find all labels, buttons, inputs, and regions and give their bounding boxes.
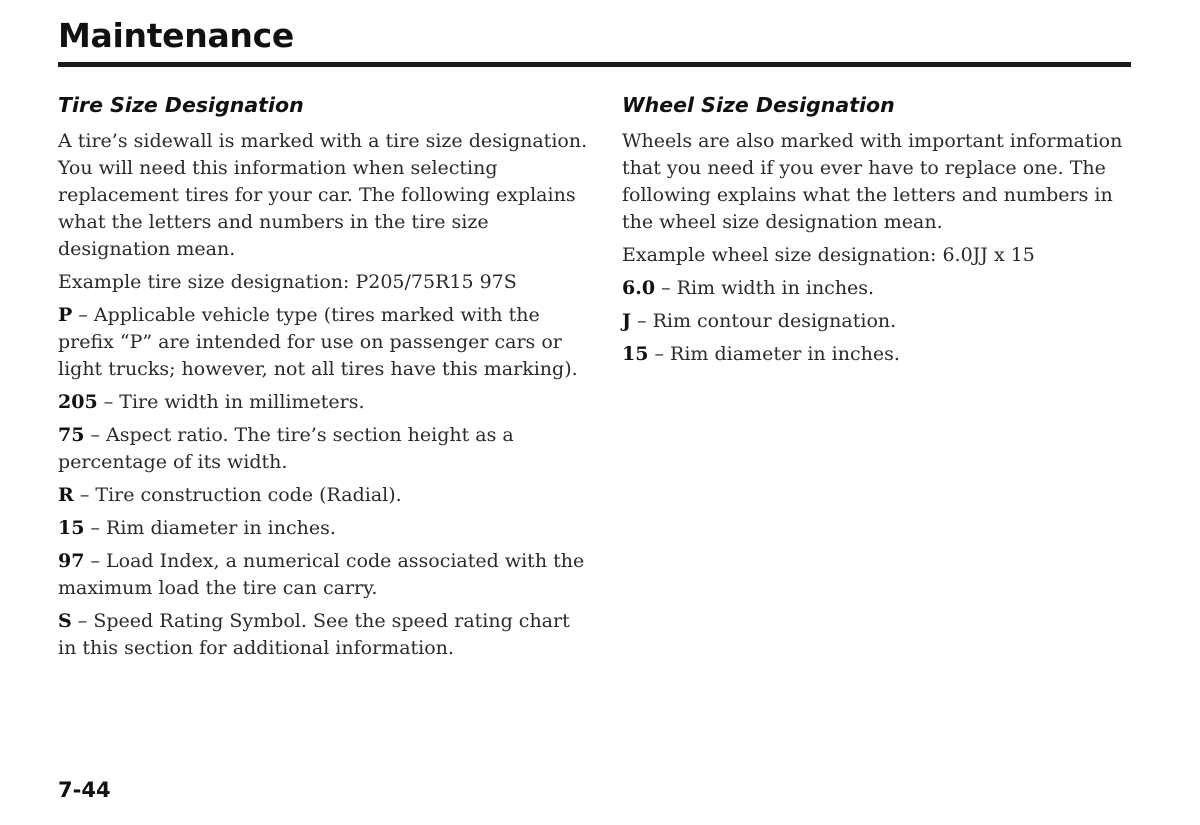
item-term: 75 [58,424,85,446]
item-term: J [622,310,631,332]
item-description: Aspect ratio. The tire’s section height as a percentage of its width. [58,424,514,473]
item-description: Applicable vehicle type (tires marked with the prefix “P” are intended for use on passenger cars or light trucks; however, not all tires have this marking). [58,304,578,380]
item-term: 15 [622,343,649,365]
tire-item-p [58,302,588,383]
item-separator: – [72,304,94,326]
item-term: 15 [58,517,85,539]
wheel-item-6-0 [622,275,1132,302]
wheel-intro-paragraph: Wheels are also marked with important information that you need if you ever have to replace one. The following explains what the letters and numbers in the wheel size designation mean. [622,130,1123,233]
tire-size-section [58,90,588,668]
item-description: Load Index, a numerical code associated with the maximum load the tire can carry. [58,550,585,599]
item-separator: – [73,484,96,506]
tire-item-75 [58,422,588,476]
item-separator: – [655,277,677,299]
item-term: 97 [58,550,85,572]
tire-item-15 [58,515,588,542]
item-description: Tire width in millimeters. [119,391,365,413]
wheel-size-section [622,90,1132,374]
item-description: Rim contour designation. [652,310,897,332]
tire-item-r [58,482,588,509]
wheel-item-15 [622,341,1132,368]
tire-section-heading: Tire Size Designation [58,93,304,117]
item-description: Rim diameter in inches. [670,343,900,365]
item-description: Rim diameter in inches. [106,517,336,539]
item-description: Tire construction code (Radial). [95,484,402,506]
item-term: 6.0 [622,277,656,299]
tire-item-205 [58,389,588,416]
page-number: 7-44 [58,778,111,802]
wheel-item-j [622,308,1132,335]
item-separator: – [648,343,671,365]
tire-example-paragraph: Example tire size designation: P205/75R15 97S [58,271,517,293]
item-term: S [58,610,72,632]
tire-item-s [58,608,588,662]
item-separator: – [97,391,120,413]
item-separator: – [84,517,107,539]
item-separator: – [631,310,653,332]
wheel-section-heading: Wheel Size Designation [622,93,895,117]
tire-intro-paragraph: A tire’s sidewall is marked with a tire size designation. You will need this information when selecting replacement tires for your car. The following explains what the letters and numbers in the tire size designation mean. [58,130,588,260]
tire-item-97 [58,548,588,602]
title-divider [58,62,1131,67]
page-title: Maintenance [58,16,294,55]
item-term: 205 [58,391,98,413]
item-term: R [58,484,74,506]
item-separator: – [84,424,107,446]
wheel-example-paragraph: Example wheel size designation: 6.0JJ x 15 [622,244,1035,266]
item-separator: – [84,550,107,572]
item-description: Rim width in inches. [676,277,875,299]
item-term: P [58,304,73,326]
item-separator: – [71,610,94,632]
item-description: Speed Rating Symbol. See the speed rating chart in this section for additional information. [58,610,570,659]
